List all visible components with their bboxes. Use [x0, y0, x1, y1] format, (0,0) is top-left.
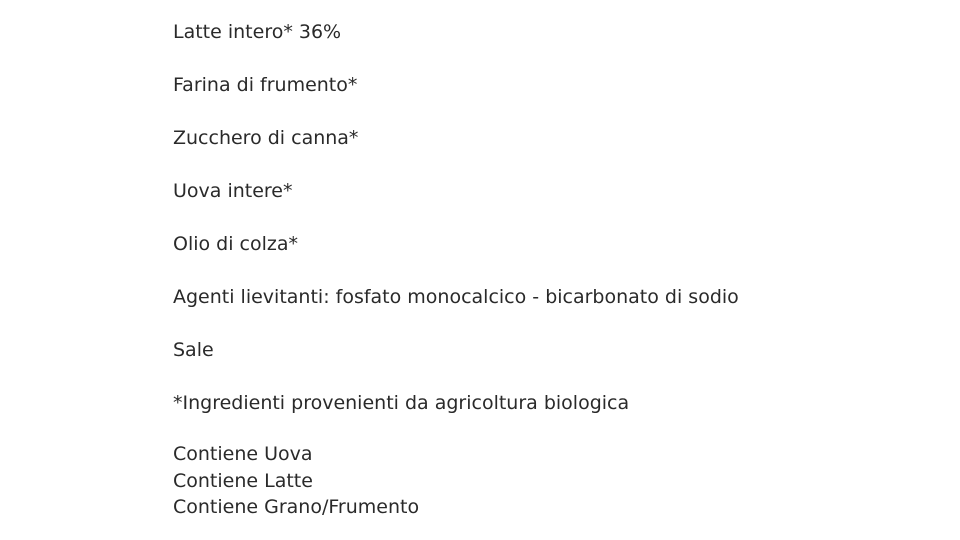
allergen-item: Contiene Latte — [173, 469, 313, 492]
ingredient-item: Olio di colza* — [173, 233, 299, 255]
ingredient-item: Agenti lievitanti: fosfato monocalcico - bicarbonato di sodio — [173, 286, 739, 308]
ingredient-item: Zucchero di canna* — [173, 127, 359, 149]
ingredients-text-block — [173, 17, 739, 521]
organic-note: *Ingredienti provenienti da agricoltura biologica — [173, 392, 630, 414]
ingredient-item: Latte intero* 36% — [173, 21, 342, 43]
allergen-item: Contiene Grano/Frumento — [173, 496, 420, 518]
allergen-item: Contiene Uova — [173, 443, 313, 465]
ingredient-item: Farina di frumento* — [173, 74, 358, 96]
ingredient-item: Uova intere* — [173, 180, 293, 202]
ingredient-item: Sale — [173, 339, 214, 361]
